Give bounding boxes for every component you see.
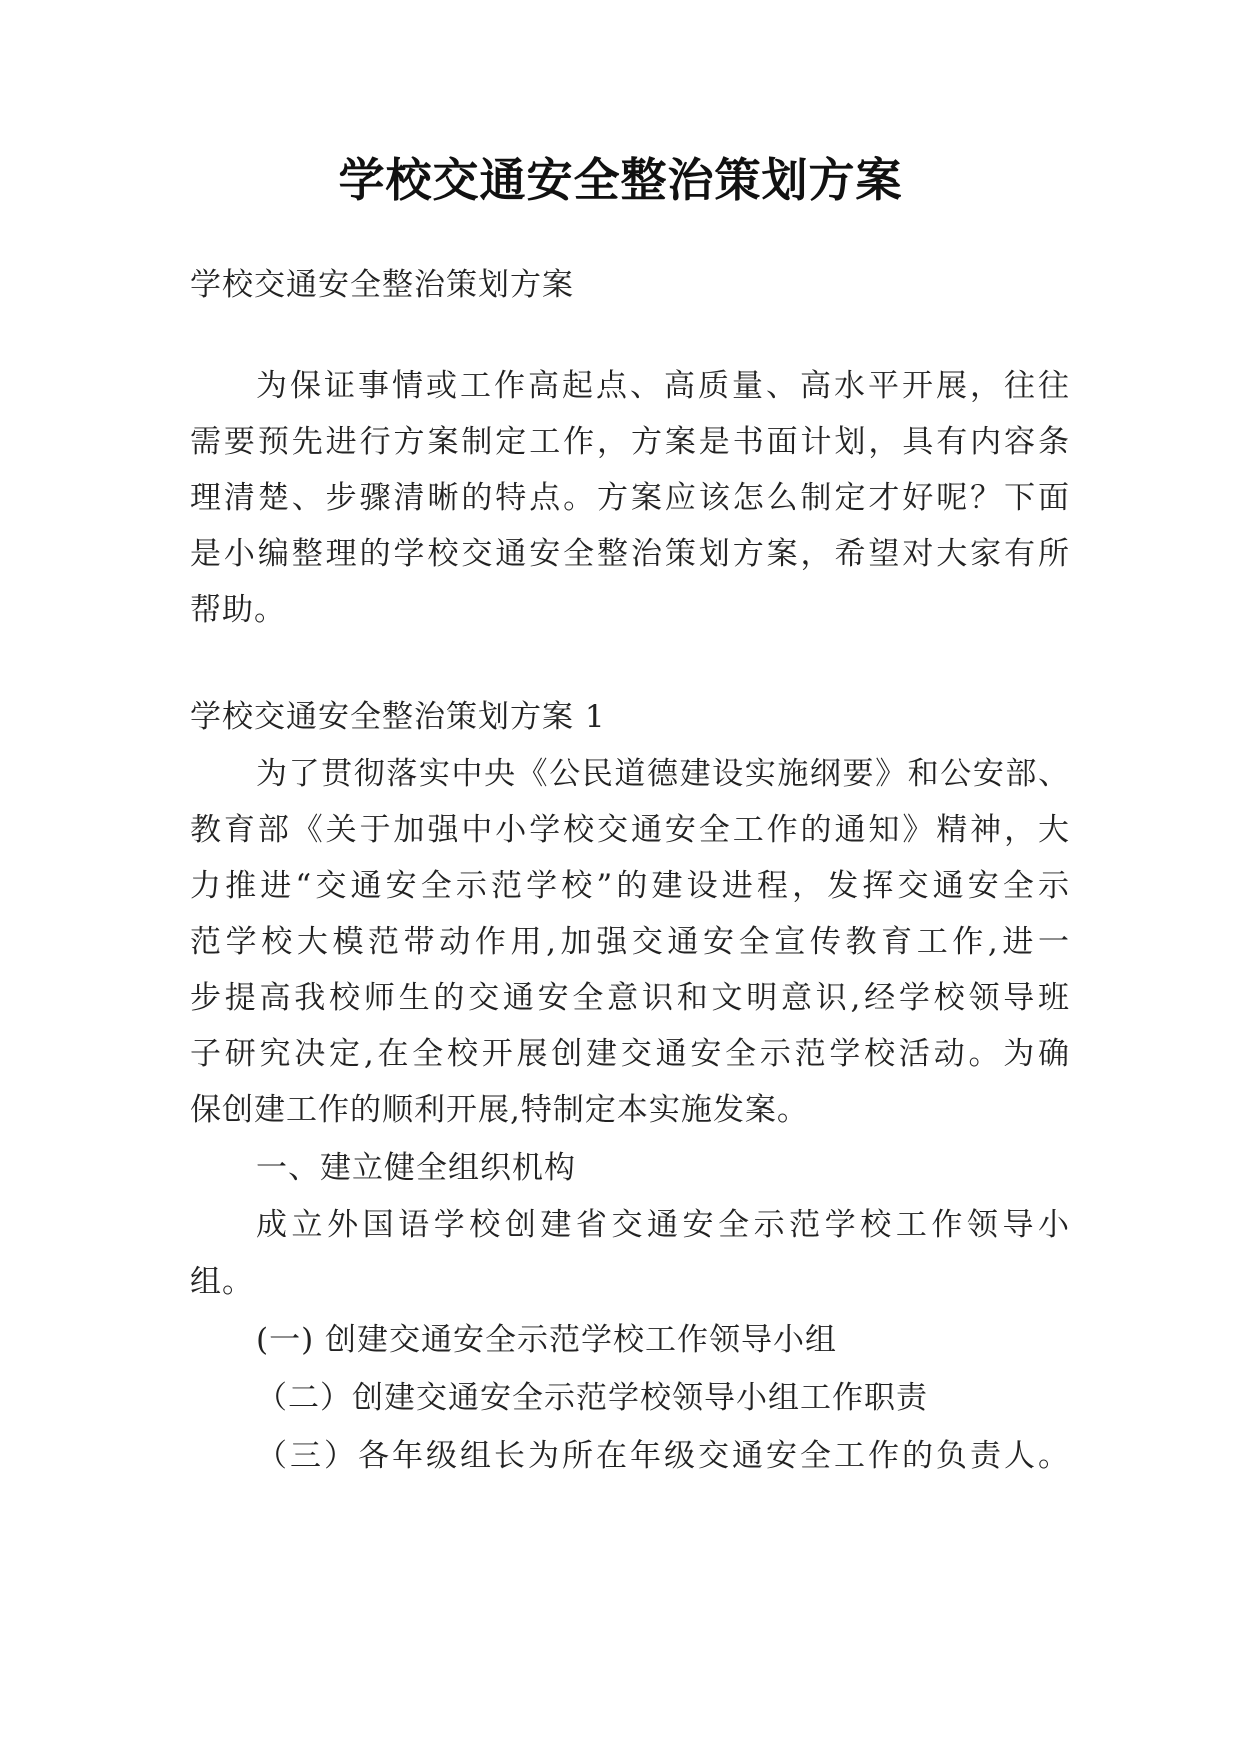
section1-heading: 学校交通安全整治策划方案 1 [190, 699, 606, 735]
sub-item-2: （二）创建交通安全示范学校领导小组工作职责 [256, 1380, 928, 1416]
intro-line-1: 为保证事情或工作高起点、高质量、高水平开展，往往 [256, 368, 1070, 404]
document-title: 学校交通安全整治策划方案 [338, 153, 903, 207]
org-line-2: 组。 [190, 1264, 254, 1300]
document-subtitle: 学校交通安全整治策划方案 [190, 267, 574, 303]
section1-line-3: 力推进“交通安全示范学校”的建设进程，发挥交通安全示 [190, 868, 1070, 904]
section1-line-7: 保创建工作的顺利开展,特制定本实施发案。 [190, 1092, 809, 1128]
sub-item-1: (一) 创建交通安全示范学校工作领导小组 [256, 1322, 838, 1358]
section1-line-1: 为了贯彻落实中央《公民道德建设实施纲要》和公安部、 [256, 756, 1070, 792]
section1-line-4: 范学校大模范带动作用,加强交通安全宣传教育工作,进一 [190, 924, 1070, 960]
section1-line-2: 教育部《关于加强中小学校交通安全工作的通知》精神，大 [190, 812, 1070, 848]
heading-organization: 一、建立健全组织机构 [256, 1150, 576, 1186]
sub-item-3: （三）各年级组长为所在年级交通安全工作的负责人。 [256, 1438, 1070, 1474]
intro-line-5: 帮助。 [190, 592, 286, 628]
org-line-1: 成立外国语学校创建省交通安全示范学校工作领导小 [256, 1207, 1070, 1243]
section1-line-5: 步提高我校师生的交通安全意识和文明意识,经学校领导班 [190, 980, 1070, 1016]
section1-line-6: 子研究决定,在全校开展创建交通安全示范学校活动。为确 [190, 1036, 1070, 1072]
intro-line-3: 理清楚、步骤清晰的特点。方案应该怎么制定才好呢？下面 [190, 480, 1070, 516]
intro-line-4: 是小编整理的学校交通安全整治策划方案，希望对大家有所 [190, 536, 1070, 572]
intro-line-2: 需要预先进行方案制定工作，方案是书面计划，具有内容条 [190, 424, 1070, 460]
